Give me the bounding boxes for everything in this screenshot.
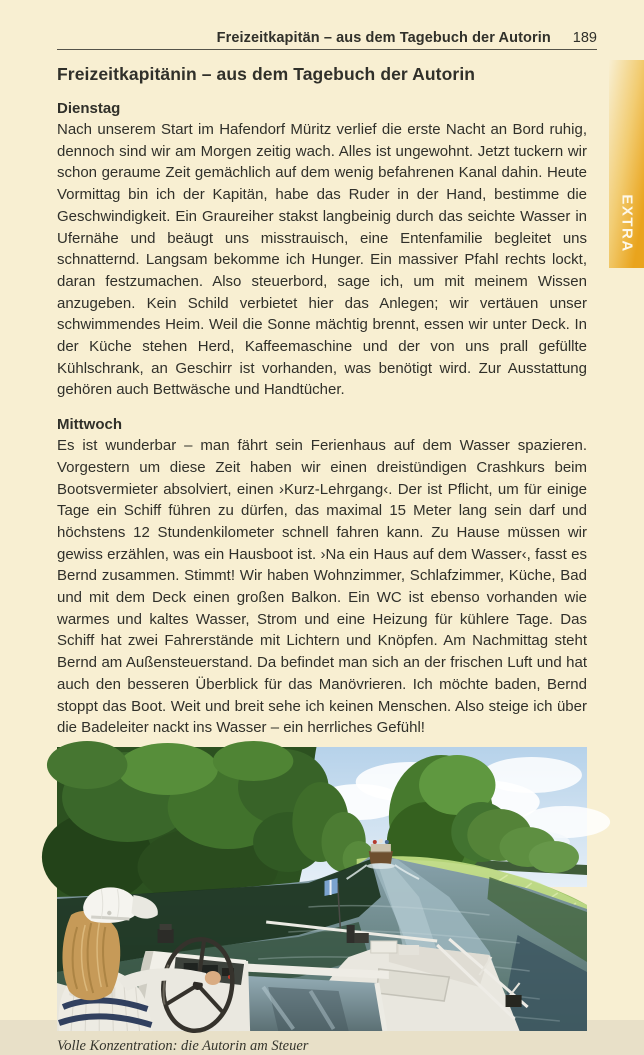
page-number: 189 [572,30,597,46]
section-heading-dienstag: Dienstag [57,100,121,117]
page-title: Freizeitkapitänin – aus dem Tagebuch der Autorin [57,64,476,84]
extra-tab [609,60,644,268]
photo-figure [57,747,587,1055]
running-header [57,0,597,50]
canal-photo [57,747,587,1031]
section-heading-mittwoch: Mittwoch [57,416,122,434]
section-body-mittwoch: Es ist wunderbar – man fährt sein Ferienhaus auf dem Wasser spazieren. Vorgestern um diese Zeit haben wir einen dreistündigen Crashkurs beim Bootsvermieter absolviert, einen ›Kurz-Lehrgang‹. Der ist Pflicht, um für einige Tage ein Schiff führen zu dürfen, das maximal 15 Meter lang sein darf und höchstens 12 Stundenkilometer schnell fahren kann. Zu Hause müssen wir gewiss erzählen, was ein Hausboot ist. ›Na ein Haus auf dem Wasser‹, fasst es Bernd zusammen. Stimmt! Wir haben Wohnzimmer, Schlafzimmer, Küche, Bad und mit dem Deck einen großen Balkon. Ein WC ist ebenso vorhanden wie warmes und kaltes Wasser, Strom und eine Heizung für kühlere Tage. Das Schiff hat zwei Fahrerstände mit Lichtern und Knöpfen. Am Nachmittag steht Bernd am Außensteuerstand. Da befindet man sich an der frischen Luft und hat auch den besseren Überblick für das Manövrieren. Ich möchte baden, Bernd stoppt das Boot. Weit und breit sehe ich keinen Menschen. Also steige ich über die Badeleiter nackt ins Wasser – ein herrliches Gefühl! [57,437,587,737]
photo-caption: Volle Konzentration: die Autorin am Steuer [57,1037,309,1054]
page-content [57,0,597,1055]
running-head-title: Freizeitkapitän – aus dem Tagebuch der Autorin [216,30,551,46]
section-body-dienstag: Nach unserem Start im Hafendorf Müritz verlief die erste Nacht an Bord ruhig, dennoch sind wir am Morgen zeitig wach. Alles ist ungewohnt. Jetzt tuckern wir schon geraume Zeit gemächlich auf dem wenig befahrenen Kanal dahin. Heute Vormittag bin ich der Kapitän, habe das Ruder in der Hand, bestimme die Geschwindigkeit. Ein Graureiher stakst langbeinig durch das seichte Wasser in Ufernähe und beäugt uns misstrauisch, eine Entenfamilie begleitet uns schnatternd. Langsam bekomme ich Hunger. Ein massiver Pfahl rechts lockt, daran festzumachen. Also steuerbord, sage ich, um mit meinem Wissen anzugeben. Kein Schild verbietet hier das Anlegen; wir vertäuen unser schwimmendes Heim. Weil die Sonne mächtig brennt, essen wir unter Deck. In der Küche stehen Herd, Kaffeemaschine und der von uns prall gefüllte Kühlschrank, an Geschirr ist vorhanden, was benötigt wird. Zur Ausstattung gehören auch Bettwäsche und Handtücher. [57,121,587,399]
extra-tab-label: EXTRA [618,194,635,253]
